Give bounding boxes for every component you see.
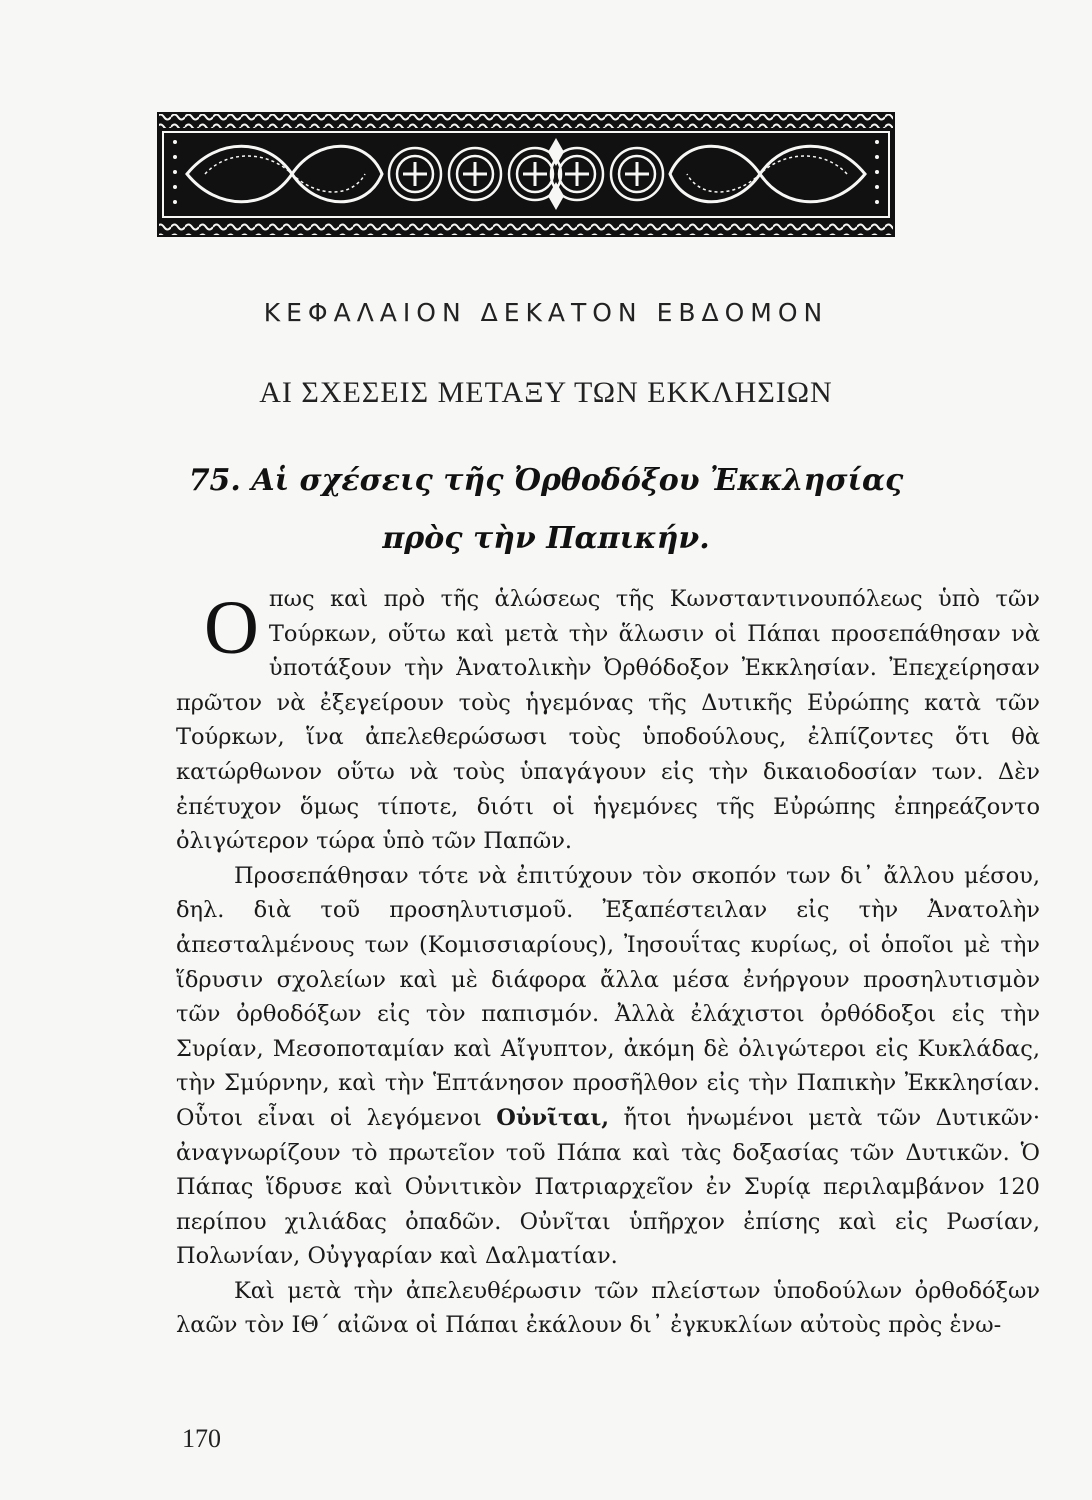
paragraph-1 <box>176 582 1040 859</box>
paragraph-2-text-start: Προσεπάθησαν τότε νὰ ἐπιτύχουν τὸν σκοπόν των δι᾽ ἄλλου μέσου, δηλ. διὰ τοῦ προσηλυτισμοῦ. Ἐξαπέστειλαν εἰς τὴν Ἀνατολὴν ἀπεσταλμένους των (Κομισσιαρίους), Ἰησουΐτας κυρίως, οἱ ὁποῖοι μὲ τὴν ἵδρυσιν σχολείων καὶ μὲ διάφορα ἄλλα μέσα ἐνήργουν προσηλυτισμὸν τῶν ὀρθοδόξων εἰς τὸν παπισμόν. Ἀλλὰ ἐλάχιστοι ὀρθόδοξοι εἰς τὴν Συρίαν, Μεσοποταμίαν καὶ Αἴγυπτον, ἀκόμη δὲ ὀλιγώτεροι εἰς Κυκλάδας, τὴν Σμύρνην, καὶ τὴν Ἑπτάνησον προσῆλθον εἰς τὴν Παπικὴν Ἐκκλησίαν. Οὗτοι εἶναι οἱ λεγόμενοι <box>176 862 1040 1131</box>
page-number: 170 <box>182 1424 221 1453</box>
chapter-label: ΚΕΦΑΛΑΙΟΝ ΔΕΚΑΤΟΝ ΕΒΔΟΜΟΝ <box>263 298 829 327</box>
paragraph-3-text: Καὶ μετὰ τὴν ἀπελευθέρωσιν τῶν πλείστων ὑποδούλων ὀρθοδόξων λαῶν τὸν ΙΘ´ αἰῶνα οἱ Πάπαι ἐκάλουν δι᾽ ἐγκυκλίων αὐτοὺς πρὸς ἑνω- <box>176 1277 1040 1339</box>
section-heading-line-1: 75. Αἱ σχέσεις τῆς Ὀρθοδόξου Ἐκκλησίας <box>188 463 904 498</box>
section-heading-line-2: πρὸς τὴν Παπικήν. <box>382 521 710 556</box>
ornamental-banner <box>157 112 895 237</box>
chapter-title: ΑΙ ΣΧΕΣΕΙΣ ΜΕΤΑΞΥ ΤΩΝ ΕΚΚΛΗΣΙΩΝ <box>259 376 833 409</box>
section-heading <box>0 452 1092 568</box>
paragraph-2-text-end: ἤτοι ἡνωμένοι μετὰ τῶν Δυτικῶν· ἀναγνωρίζουν τὸ πρωτεῖον τοῦ Πάπα καὶ τὰς δοξασίας τῶν Δυτικῶν. Ὁ Πάπας ἵδρυσε καὶ Οὐνιτικὸν Πατριαρχεῖον ἐν Συρίᾳ περιλαμβάνον 120 περίπου χιλιάδας ὀπαδῶν. Οὐνῖται ὑπῆρχον ἐπίσης καὶ εἰς Ρωσίαν, Πολωνίαν, Οὐγγαρίαν καὶ Δαλματίαν. <box>176 1104 1041 1270</box>
body-text <box>176 582 1040 1343</box>
drop-cap: Ο <box>204 586 259 670</box>
uniates-term: Οὐνῖται, <box>496 1104 610 1131</box>
paragraph-3 <box>176 1274 1040 1343</box>
paragraph-2 <box>176 859 1040 1274</box>
paragraph-1-text: πως καὶ πρὸ τῆς ἁλώσεως τῆς Κωνσταντινουπόλεως ὑπὸ τῶν Τούρκων, οὕτω καὶ μετὰ τὴν ἅλωσιν οἱ Πάπαι προσεπάθησαν νὰ ὑποτάξουν τὴν Ἀνατολικὴν Ὀρθόδοξον Ἐκκλησίαν. Ἐπεχείρησαν πρῶτον νὰ ἐξεγείρουν τοὺς ἡγεμόνας τῆς Δυτικῆς Εὐρώπης κατὰ τῶν Τούρκων, ἵνα ἀπελεθερώσωσι τοὺς ὑποδούλους, ἐλπίζοντες ὅτι θὰ κατώρθωνον οὕτω νὰ τοὺς ὑπαγάγουν εἰς τὴν δικαιοδοσίαν των. Δὲν ἐπέτυχον ὅμως τίποτε, διότι οἱ ἡγεμόνες τῆς Εὐρώπης ἐπηρεάζοντο ὀλιγώτερον τώρα ὑπὸ τῶν Παπῶν. <box>176 586 1040 855</box>
